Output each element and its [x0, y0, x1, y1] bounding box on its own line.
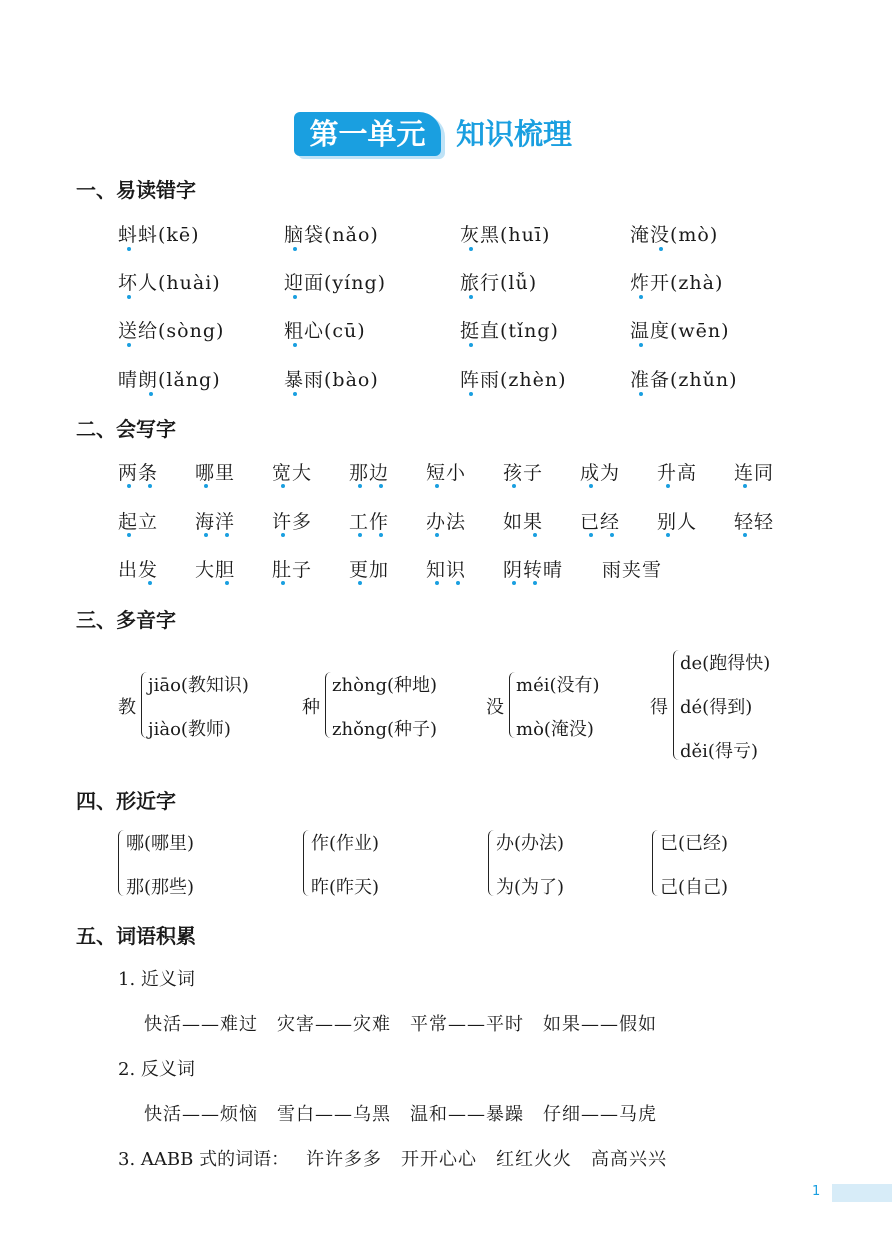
emphasis-dot [281, 484, 285, 488]
polyphone-reading: jiāo(教知识) [148, 675, 249, 696]
brace [141, 672, 148, 738]
write-word: 宽大 [272, 462, 313, 484]
word-item: 淹没(mò) [630, 224, 719, 246]
write-word: 肚子 [272, 559, 313, 581]
emphasis-dot [225, 533, 229, 537]
brace [118, 830, 125, 896]
word-item: 送给(sòng) [118, 320, 225, 342]
similar-char: 昨(昨天) [311, 877, 380, 898]
write-word: 办法 [426, 511, 467, 533]
emphasis-dot [225, 581, 229, 585]
emphasis-dot [435, 533, 439, 537]
emphasis-dot [149, 392, 153, 396]
emphasis-dot [204, 484, 208, 488]
section-2-heading: 二、会写字 [76, 417, 176, 441]
similar-char: 哪(哪里) [126, 833, 195, 854]
write-word: 许多 [272, 511, 313, 533]
write-word: 知识 [426, 559, 467, 581]
word-item: 晴朗(lǎng) [118, 369, 221, 391]
aabb-words: 许许多多 开开心心 红红火火 高高兴兴 [306, 1149, 667, 1170]
emphasis-dot [127, 247, 131, 251]
polyphone-char: 教 [118, 697, 136, 718]
emphasis-dot [127, 295, 131, 299]
emphasis-dot [659, 247, 663, 251]
write-word: 阴转晴 [503, 559, 564, 581]
emphasis-dot [204, 533, 208, 537]
polyphone-reading: dé(得到) [680, 697, 753, 718]
word-item: 暴雨(bào) [284, 369, 379, 391]
antonyms-label: 2. 反义词 [118, 1059, 195, 1080]
similar-char: 已(已经) [660, 833, 729, 854]
emphasis-dot [533, 533, 537, 537]
polyphone-reading: zhǒng(种子) [332, 719, 438, 740]
emphasis-dot [512, 484, 516, 488]
write-word: 那边 [349, 462, 390, 484]
emphasis-dot [293, 247, 297, 251]
section-3-heading: 三、多音字 [76, 608, 176, 632]
write-word: 更加 [349, 559, 390, 581]
emphasis-dot [435, 581, 439, 585]
word-item: 粗心(cū) [284, 320, 366, 342]
emphasis-dot [293, 343, 297, 347]
write-word: 两条 [118, 462, 159, 484]
similar-char: 己(自己) [660, 877, 729, 898]
emphasis-dot [293, 295, 297, 299]
emphasis-dot [666, 484, 670, 488]
polyphone-reading: de(跑得快) [680, 653, 771, 674]
emphasis-dot [639, 392, 643, 396]
section-1-heading: 一、易读错字 [76, 178, 196, 202]
write-word: 别人 [657, 511, 698, 533]
brace [673, 650, 680, 760]
title-topic: 知识梳理 [456, 117, 573, 151]
emphasis-dot [469, 392, 473, 396]
emphasis-dot [533, 581, 537, 585]
write-word: 成为 [580, 462, 621, 484]
write-word: 工作 [349, 511, 390, 533]
write-word: 孩子 [503, 462, 544, 484]
emphasis-dot [589, 533, 593, 537]
emphasis-dot [127, 484, 131, 488]
similar-char: 为(为了) [496, 877, 565, 898]
polyphone-char: 得 [650, 697, 668, 718]
brace [325, 672, 332, 738]
write-word: 哪里 [195, 462, 236, 484]
polyphone-reading: méi(没有) [516, 675, 600, 696]
unit-badge: 第一单元 [294, 112, 441, 156]
polyphone-char: 种 [302, 697, 320, 718]
emphasis-dot [127, 343, 131, 347]
word-item: 坏人(huài) [118, 272, 221, 294]
write-word: 轻轻 [734, 511, 775, 533]
word-item: 阵雨(zhèn) [460, 369, 567, 391]
synonyms-label: 1. 近义词 [118, 969, 195, 990]
emphasis-dot [610, 533, 614, 537]
antonyms-list: 快活——烦恼 雪白——乌黑 温和——暴躁 仔细——马虎 [144, 1104, 657, 1125]
emphasis-dot [639, 295, 643, 299]
emphasis-dot [379, 484, 383, 488]
emphasis-dot [743, 484, 747, 488]
write-word: 如果 [503, 511, 544, 533]
polyphone-reading: mò(淹没) [516, 719, 594, 740]
emphasis-dot [666, 533, 670, 537]
emphasis-dot [435, 484, 439, 488]
write-word: 大胆 [195, 559, 236, 581]
section-4-heading: 四、形近字 [76, 789, 176, 813]
emphasis-dot [469, 247, 473, 251]
emphasis-dot [358, 533, 362, 537]
section-5-heading: 五、词语积累 [76, 924, 196, 948]
emphasis-dot [358, 484, 362, 488]
emphasis-dot [589, 484, 593, 488]
polyphone-reading: děi(得亏) [680, 741, 758, 762]
synonyms-list: 快活——难过 灾害——灾难 平常——平时 如果——假如 [144, 1014, 657, 1035]
word-item: 温度(wēn) [630, 320, 730, 342]
emphasis-dot [456, 581, 460, 585]
polyphone-reading: zhòng(种地) [332, 675, 438, 696]
emphasis-dot [127, 533, 131, 537]
polyphone-reading: jiào(教师) [148, 719, 231, 740]
word-item: 准备(zhǔn) [630, 369, 738, 391]
brace [488, 830, 495, 896]
word-item: 脑袋(nǎo) [284, 224, 379, 246]
write-word: 已经 [580, 511, 621, 533]
similar-char: 作(作业) [311, 833, 380, 854]
write-word: 出发 [118, 559, 159, 581]
word-item: 旅行(lǚ) [460, 272, 538, 294]
polyphone-char: 没 [486, 697, 504, 718]
aabb-label: 3. AABB 式的词语： [118, 1149, 290, 1170]
write-word: 起立 [118, 511, 159, 533]
emphasis-dot [469, 343, 473, 347]
word-item: 迎面(yíng) [284, 272, 387, 294]
emphasis-dot [281, 533, 285, 537]
emphasis-dot [148, 484, 152, 488]
write-word: 雨夹雪 [602, 559, 663, 581]
write-word: 升高 [657, 462, 698, 484]
word-item: 挺直(tǐng) [460, 320, 559, 342]
emphasis-dot [379, 533, 383, 537]
word-item: 灰黑(huī) [460, 224, 551, 246]
emphasis-dot [358, 581, 362, 585]
word-item: 炸开(zhà) [630, 272, 724, 294]
emphasis-dot [639, 343, 643, 347]
emphasis-dot [148, 581, 152, 585]
write-word: 连同 [734, 462, 775, 484]
write-word: 海洋 [195, 511, 236, 533]
similar-char: 那(那些) [126, 877, 195, 898]
emphasis-dot [469, 295, 473, 299]
emphasis-dot [281, 581, 285, 585]
brace [303, 830, 310, 896]
emphasis-dot [512, 581, 516, 585]
similar-char: 办(办法) [496, 833, 565, 854]
brace [652, 830, 659, 896]
emphasis-dot [743, 533, 747, 537]
page-number: 1 [812, 1184, 821, 1199]
page-number-bar [832, 1184, 892, 1202]
write-word: 短小 [426, 462, 467, 484]
brace [509, 672, 516, 738]
word-item: 蚪蚪(kē) [118, 224, 200, 246]
emphasis-dot [293, 392, 297, 396]
